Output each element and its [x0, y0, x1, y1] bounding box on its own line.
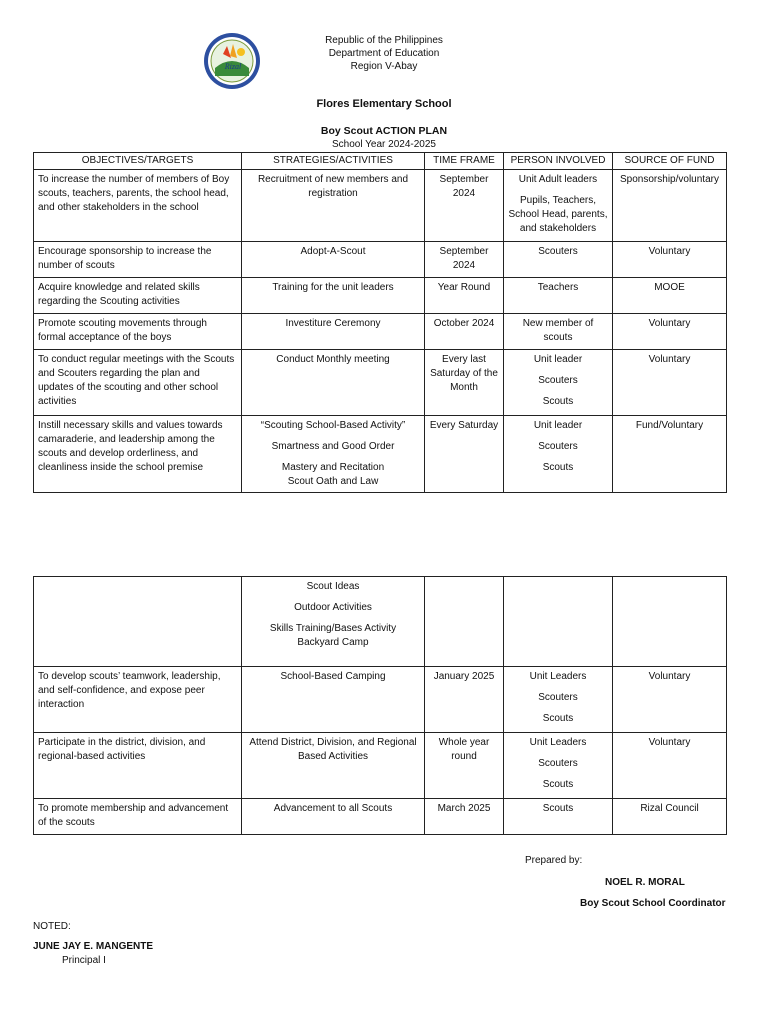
strategy-cell — [242, 278, 425, 314]
header-department: Department of Education — [328, 48, 440, 59]
table-row — [34, 416, 727, 493]
objective-cell: Acquire knowledge and related skills regarding the Scouting activities — [34, 278, 242, 314]
table-row — [34, 577, 727, 667]
source-of-fund-cell: Sponsorship/voluntary — [613, 170, 727, 242]
objective-cell: Participate in the district, division, and regional-based activities — [34, 733, 242, 799]
strategy-cell — [242, 577, 425, 667]
person-involved-cell — [504, 667, 613, 733]
strategy-item: Advancement to all Scouts — [273, 803, 393, 814]
objective-cell: To conduct regular meetings with the Scouts and Scouters regarding the plan and updates of the scouting and other school activities — [34, 350, 242, 416]
person-involved-cell — [504, 733, 613, 799]
table-row — [34, 667, 727, 733]
person-involved-cell — [504, 278, 613, 314]
person-item: New member of scouts — [522, 318, 594, 343]
person-item: Scouters — [538, 692, 578, 703]
person-involved-cell — [504, 799, 613, 835]
table-header-row — [34, 153, 727, 170]
header-republic: Republic of the Philippines — [325, 35, 443, 46]
person-involved-cell — [504, 416, 613, 493]
objective-cell: Promote scouting movements through formal acceptance of the boys — [34, 314, 242, 350]
table-row — [34, 314, 727, 350]
person-item: Unit leader — [533, 420, 583, 431]
objective-cell — [34, 577, 242, 667]
strategy-item: Training for the unit leaders — [272, 282, 394, 293]
time-frame-cell: September 2024 — [425, 170, 504, 242]
person-item: Scouts — [542, 713, 574, 724]
preparer-role: Boy Scout School Coordinator — [580, 898, 726, 909]
strategy-item: Skills Training/Bases Activity Backyard Camp — [269, 623, 397, 648]
preparer-name: NOEL R. MORAL — [605, 877, 685, 888]
time-frame-cell: Every Saturday — [425, 416, 504, 493]
strategy-item: Recruitment of new members and registration — [257, 174, 409, 199]
source-of-fund-cell: MOOE — [613, 278, 727, 314]
person-item: Scouters — [538, 758, 578, 769]
col-header-strategies: STRATEGIES/ACTIVITIES — [242, 153, 425, 170]
person-item: Scouts — [542, 462, 574, 473]
strategy-cell — [242, 170, 425, 242]
col-header-objectives: OBJECTIVES/TARGETS — [34, 153, 242, 170]
time-frame-cell: Every last Saturday of the Month — [425, 350, 504, 416]
table-row — [34, 733, 727, 799]
time-frame-cell: Year Round — [425, 278, 504, 314]
strategy-item: Scout Ideas — [306, 581, 360, 592]
strategy-item: “Scouting School-Based Activity” — [260, 420, 406, 431]
prepared-by-label: Prepared by: — [525, 855, 583, 866]
table-row — [34, 799, 727, 835]
strategy-item: School-Based Camping — [280, 671, 386, 682]
strategy-item: Adopt-A-Scout — [300, 246, 366, 257]
noted-label: NOTED: — [33, 921, 71, 932]
objective-cell: To promote membership and advancement of the scouts — [34, 799, 242, 835]
strategy-item: Smartness and Good Order — [271, 441, 395, 452]
person-item: Scouters — [538, 246, 578, 257]
strategy-cell — [242, 242, 425, 278]
time-frame-cell: January 2025 — [425, 667, 504, 733]
table-row — [34, 170, 727, 242]
person-item: Unit Leaders — [529, 671, 587, 682]
person-item: Unit Leaders — [529, 737, 587, 748]
source-of-fund-cell: Voluntary — [613, 667, 727, 733]
strategy-item: Investiture Ceremony — [285, 318, 381, 329]
school-year: School Year 2024-2025 — [332, 139, 436, 150]
table-row — [34, 242, 727, 278]
person-item: Scouts — [542, 779, 574, 790]
source-of-fund-cell: Rizal Council — [613, 799, 727, 835]
person-involved-cell — [504, 350, 613, 416]
strategy-cell — [242, 314, 425, 350]
person-item: Unit leader — [533, 354, 583, 365]
source-of-fund-cell: Voluntary — [613, 733, 727, 799]
person-involved-cell — [504, 242, 613, 278]
table-row — [34, 278, 727, 314]
person-item: Scouters — [538, 441, 578, 452]
strategy-item: Conduct Monthly meeting — [276, 354, 390, 365]
person-item: Pupils, Teachers, School Head, parents, and stakeholders — [508, 195, 608, 234]
person-item: Unit Adult leaders — [518, 174, 598, 185]
person-item: Scouts — [542, 396, 574, 407]
objective-cell: To develop scouts’ teamwork, leadership, and self-confidence, and expose peer interaction — [34, 667, 242, 733]
source-of-fund-cell: Voluntary — [613, 314, 727, 350]
person-item: Scouters — [538, 375, 578, 386]
principal-role: Principal I — [62, 955, 106, 966]
strategy-item: Mastery and Recitation Scout Oath and Law — [281, 462, 385, 487]
person-involved-cell — [504, 170, 613, 242]
col-header-source-of-fund: SOURCE OF FUND — [613, 153, 727, 170]
source-of-fund-cell: Voluntary — [613, 350, 727, 416]
strategy-cell — [242, 416, 425, 493]
person-involved-cell — [504, 577, 613, 667]
strategy-item: Outdoor Activities — [294, 602, 372, 613]
strategy-cell — [242, 350, 425, 416]
strategy-cell — [242, 799, 425, 835]
person-item: Teachers — [537, 282, 579, 293]
header-region: Region V-Abay — [350, 61, 418, 72]
person-involved-cell — [504, 314, 613, 350]
time-frame-cell: October 2024 — [425, 314, 504, 350]
col-header-time-frame: TIME FRAME — [425, 153, 504, 170]
action-plan-table-1 — [33, 152, 727, 493]
action-plan-table-2 — [33, 576, 727, 835]
source-of-fund-cell — [613, 577, 727, 667]
table-row — [34, 350, 727, 416]
time-frame-cell: Whole year round — [425, 733, 504, 799]
strategy-cell — [242, 733, 425, 799]
objective-cell: Instill necessary skills and values towards camaraderie, and leadership among the scouts and develop orderliness, and cleanliness inside the school premise — [34, 416, 242, 493]
plan-title: Boy Scout ACTION PLAN — [320, 125, 448, 137]
time-frame-cell: March 2025 — [425, 799, 504, 835]
source-of-fund-cell: Fund/Voluntary — [613, 416, 727, 493]
principal-name: JUNE JAY E. MANGENTE — [33, 941, 154, 952]
time-frame-cell: September 2024 — [425, 242, 504, 278]
col-header-person-involved: PERSON INVOLVED — [504, 153, 613, 170]
strategy-cell — [242, 667, 425, 733]
svg-text:Rizal: Rizal — [224, 62, 242, 71]
person-item: Scouts — [542, 803, 574, 814]
strategy-item: Attend District, Division, and Regional Based Activities — [249, 737, 417, 762]
objective-cell: Encourage sponsorship to increase the number of scouts — [34, 242, 242, 278]
school-name: Flores Elementary School — [316, 98, 452, 110]
source-of-fund-cell: Voluntary — [613, 242, 727, 278]
objective-cell: To increase the number of members of Boy scouts, teachers, parents, the school head, and other stakeholders in the school — [34, 170, 242, 242]
time-frame-cell — [425, 577, 504, 667]
